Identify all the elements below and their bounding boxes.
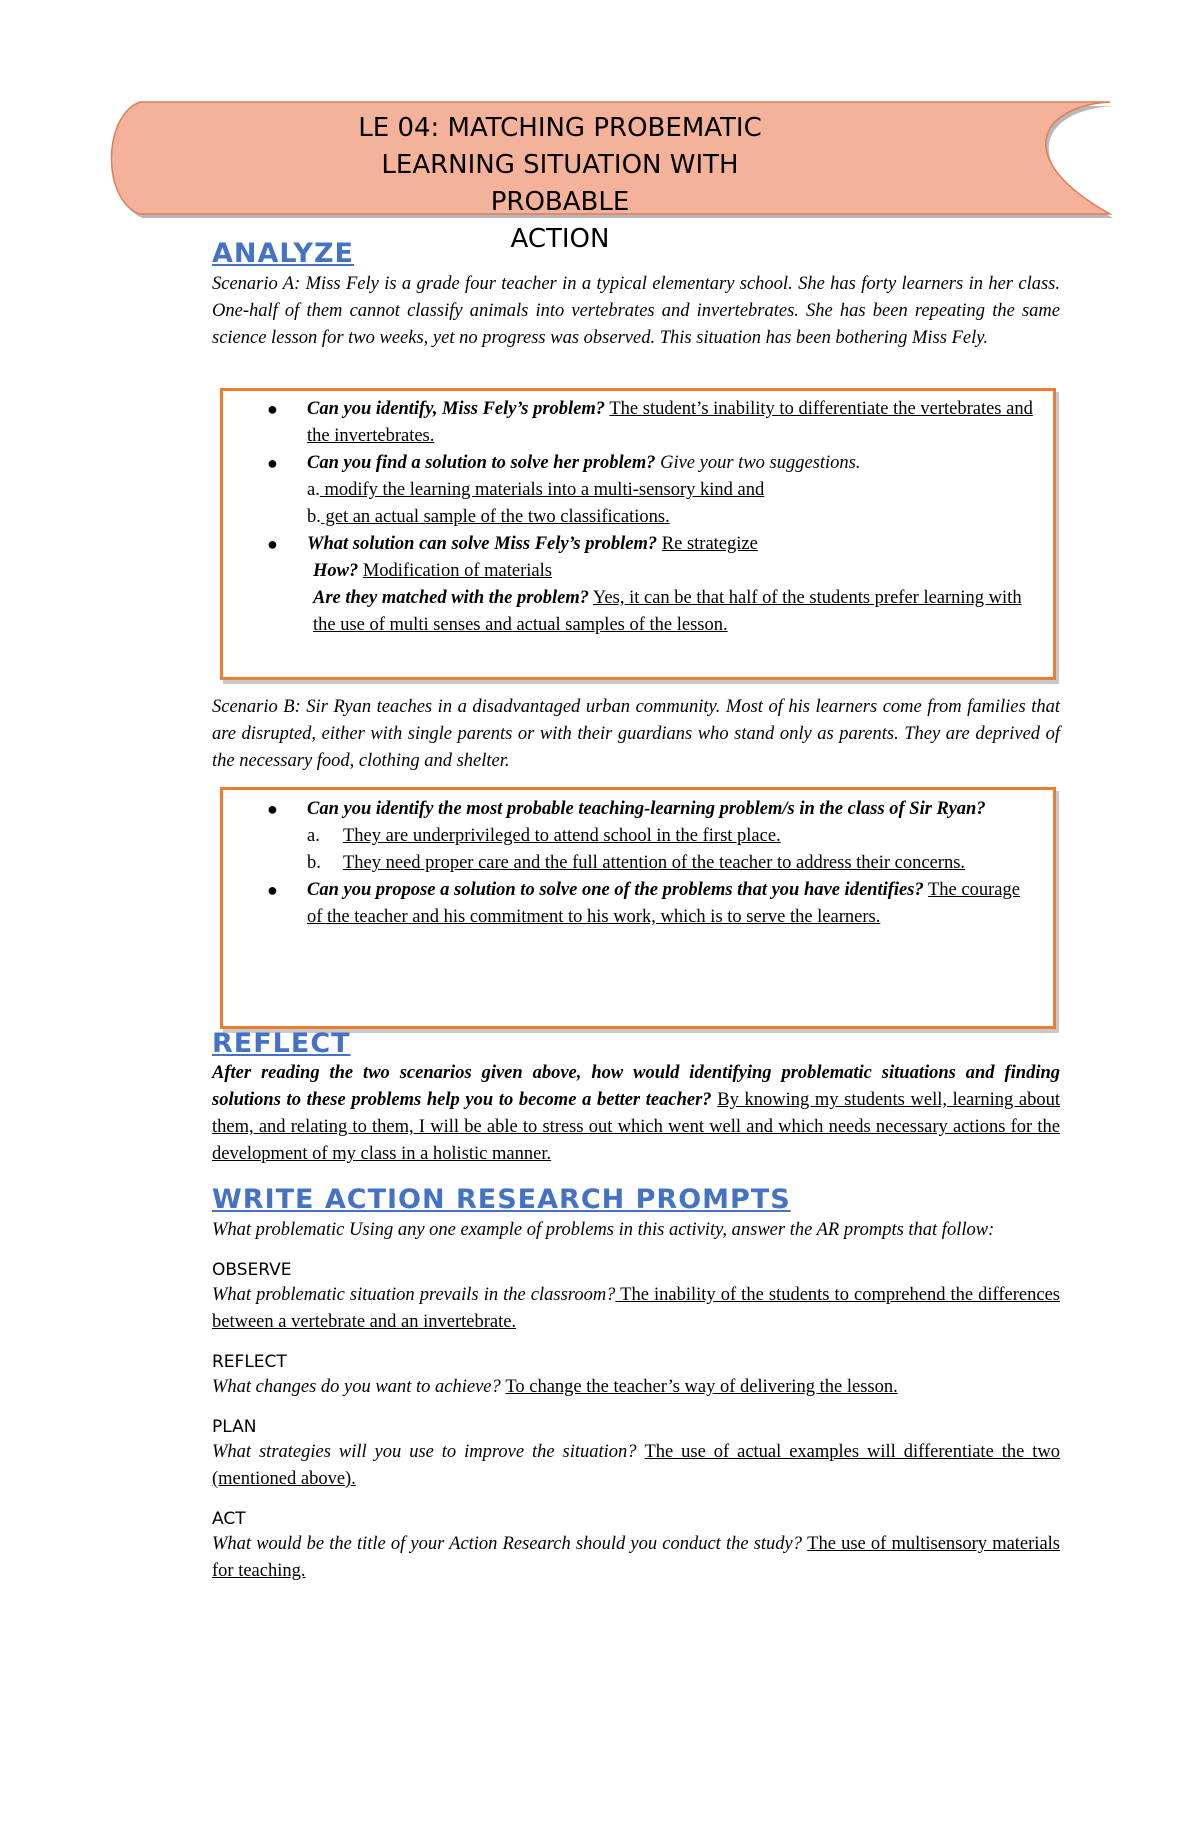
- option-text: modify the learning materials into a multi-sensory kind and: [319, 480, 765, 500]
- question-text: Can you identify, Miss Fely’s problem?: [307, 399, 606, 419]
- observe-label: OBSERVE: [212, 1260, 292, 1280]
- observe-prompt: [212, 1282, 1060, 1336]
- answer-text: The student’s inability to differentiate the vertebrates and the invertebrates.: [307, 399, 1033, 446]
- analyze-heading: ANALYZE: [212, 238, 354, 269]
- plan-prompt: [212, 1439, 1060, 1493]
- reflect-section: [212, 1028, 1060, 1168]
- question-text: What solution can solve Miss Fely’s problem?: [307, 534, 658, 554]
- how-line: [307, 558, 1033, 585]
- title-line-3: ACTION: [510, 224, 610, 254]
- option-text: They need proper care and the full attention of the teacher to address their concerns.: [343, 853, 966, 873]
- bullet-icon: ●: [267, 880, 278, 900]
- list-item: [223, 796, 1023, 877]
- act-question: What would be the title of your Action Research should you conduct the study?: [212, 1534, 803, 1554]
- title-line-1: LE 04: MATCHING PROBEMATIC: [358, 113, 762, 143]
- option-b: [307, 504, 1033, 531]
- option-text: They are underprivileged to attend school in the first place.: [343, 826, 781, 846]
- reflect-question: After reading the two scenarios given above, how would identifying problematic situations and finding solutions to these problems help you to become a better teacher?: [212, 1063, 1060, 1110]
- answer-text: The courage of the teacher and his commitment to his work, which is to serve the learners.: [307, 880, 1020, 927]
- reflect-prompt-question: What changes do you want to achieve?: [212, 1377, 501, 1397]
- reflect-prompt: [212, 1374, 1060, 1401]
- bullet-icon: ●: [267, 399, 278, 419]
- page-title: [350, 110, 770, 254]
- answer-text: Yes, it can be that half of the students prefer learning with the use of multi senses and actual samples of the lesson.: [313, 588, 1022, 635]
- answer-text: Modification of materials: [362, 561, 552, 581]
- reflect-heading: REFLECT: [212, 1028, 351, 1059]
- scenario-a-box: [220, 388, 1056, 680]
- plan-label: PLAN: [212, 1417, 257, 1437]
- hint-text: Give your two suggestions.: [660, 453, 861, 473]
- answer-text: Re strategize: [661, 534, 758, 554]
- action-research-heading: WRITE ACTION RESEARCH PROMPTS: [212, 1184, 791, 1215]
- reflect-label: REFLECT: [212, 1352, 287, 1372]
- act-prompt: [212, 1531, 1060, 1585]
- bullet-icon: ●: [267, 453, 278, 473]
- plan-answer: The use of actual examples will differentiate the two (mentioned above).: [212, 1442, 1061, 1489]
- option-text: get an actual sample of the two classifications.: [320, 507, 670, 527]
- reflect-answer: By knowing my students well, learning about them, and relating to them, I will be able to stress out which went well and which needs necessary actions for the development of my class in a holistic manner.: [212, 1090, 1061, 1164]
- analyze-section: [212, 238, 1060, 352]
- observe-question: What problematic situation prevails in the classroom?: [212, 1285, 616, 1305]
- scenario-b-box: [220, 787, 1056, 1029]
- question-text: Can you identify the most probable teaching-learning problem/s in the class of Sir Ryan?: [307, 799, 986, 819]
- reflect-prompt-answer: To change the teacher’s way of delivering the lesson.: [505, 1377, 898, 1397]
- observe-answer: The inability of the students to comprehend the differences between a vertebrate and an invertebrate.: [212, 1285, 1060, 1332]
- act-answer: The use of multisensory materials for teaching.: [212, 1534, 1060, 1581]
- option-label: b.: [307, 853, 321, 873]
- option-b: [307, 850, 1023, 877]
- scenario-b-text: Scenario B: Sir Ryan teaches in a disadvantaged urban community. Most of his learners come from families that are disrupted, either with single parents or with their guardians who stand only as parents. They are deprived of the necessary food, clothing and shelter.: [212, 697, 1060, 771]
- action-research-section: [212, 1184, 1060, 1585]
- reflect-paragraph: [212, 1060, 1060, 1168]
- option-label: b.: [307, 507, 321, 527]
- option-label: a.: [307, 480, 320, 500]
- bullet-icon: ●: [267, 799, 278, 819]
- option-label: a.: [307, 826, 320, 846]
- list-item: [223, 877, 1023, 931]
- plan-question: What strategies will you use to improve the situation?: [212, 1442, 637, 1462]
- option-a: [307, 823, 1023, 850]
- list-item: [223, 396, 1033, 450]
- question-text: Can you find a solution to solve her problem?: [307, 453, 656, 473]
- question-text: Can you propose a solution to solve one of the problems that you have identifies?: [307, 880, 924, 900]
- question-text: How?: [313, 561, 359, 581]
- act-label: ACT: [212, 1509, 246, 1529]
- bullet-icon: ●: [267, 534, 278, 554]
- scenario-b-section: [212, 694, 1060, 775]
- matched-line: [307, 585, 1033, 639]
- question-text: Are they matched with the problem?: [313, 588, 589, 608]
- scenario-a-text: Scenario A: Miss Fely is a grade four teacher in a typical elementary school. She has forty learners in her class. One-half of them cannot classify animals into vertebrates and invertebrates. She has been repeating the same science lesson for two weeks, yet no progress was observed. This situation has been bothering Miss Fely.: [212, 274, 1060, 348]
- title-line-2: LEARNING SITUATION WITH PROBABLE: [381, 150, 739, 217]
- list-item: [223, 531, 1033, 639]
- action-research-intro: What problematic Using any one example of problems in this activity, answer the AR prompts that follow:: [212, 1220, 995, 1240]
- list-item: [223, 450, 1033, 531]
- option-a: [307, 477, 1033, 504]
